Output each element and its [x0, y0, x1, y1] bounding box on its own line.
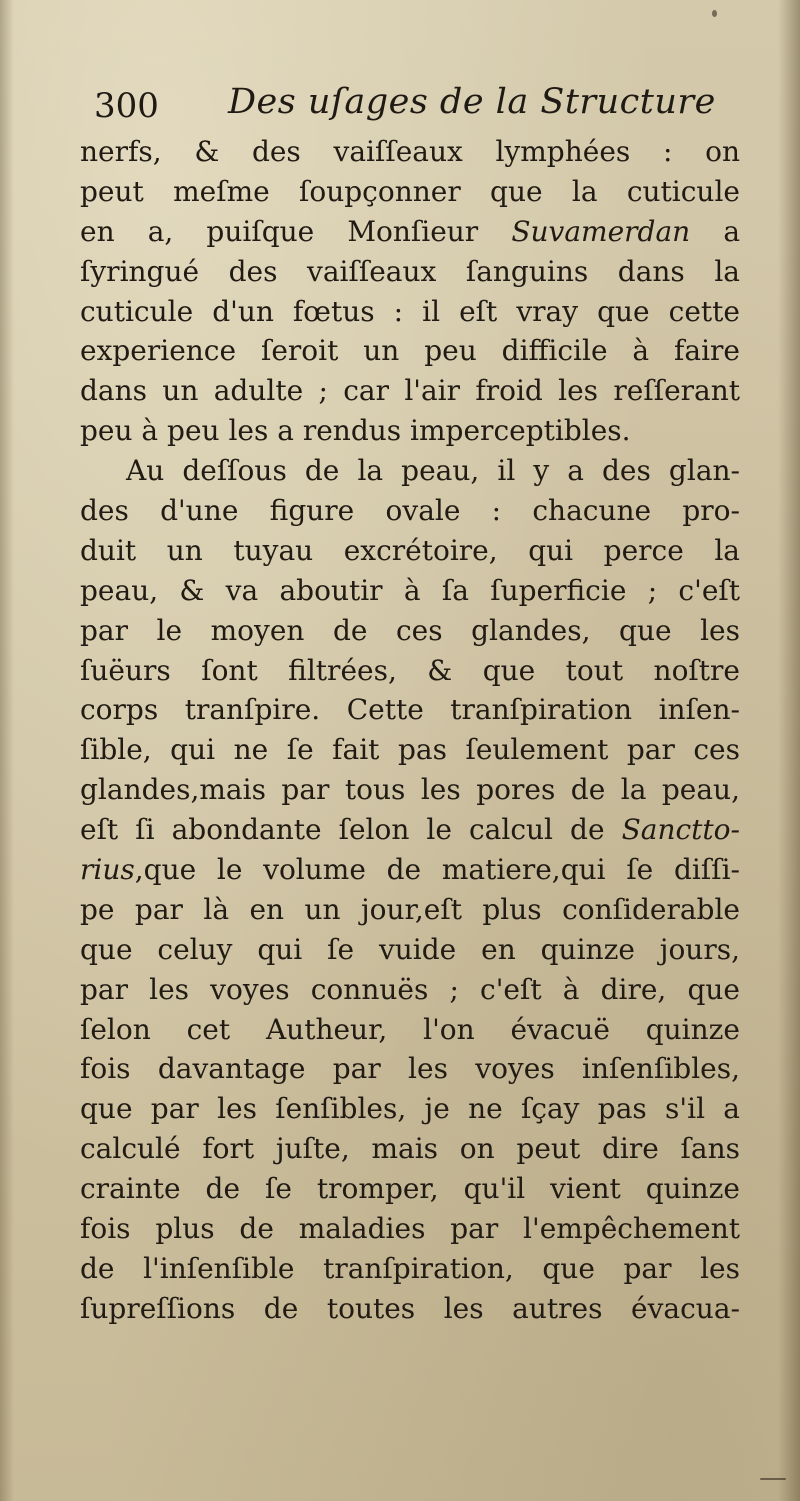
text-segment: que par les ſenſibles, je ne ſçay pas s'il a: [80, 1092, 740, 1126]
text-line: [80, 1049, 740, 1089]
text-line: [80, 770, 740, 810]
page-edge-shadow-right: [778, 0, 800, 1501]
italic-name: Suvamerdan: [511, 214, 691, 248]
text-line: [80, 730, 740, 770]
text-segment: que celuy qui ſe vuide en quinze jours,: [80, 932, 740, 966]
body-text: [80, 132, 740, 1329]
text-segment: par les voyes connuës ; c'eſt à dire, que: [80, 972, 740, 1006]
text-line: [80, 252, 740, 292]
ink-speck: [712, 10, 717, 17]
running-title: Des uſages de la Structure: [228, 82, 716, 122]
text-segment: peau, & va aboutir à ſa ſuperficie ; c'eſt: [80, 573, 740, 607]
text-line: [80, 1289, 740, 1329]
text-segment: ſyringué des vaiſſeaux ſanguins dans la: [80, 254, 740, 288]
page-edge-shadow-left: [0, 0, 14, 1501]
text-line: [80, 531, 740, 571]
text-segment: ſible, qui ne ſe fait pas ſeulement par ces: [80, 733, 740, 767]
text-line: [80, 451, 740, 491]
text-segment: corps tranſpire. Cette tranſpiration inſen-: [80, 693, 740, 727]
text-segment: ,que le volume de matiere,qui ſe diſſi-: [134, 853, 740, 887]
text-line: [80, 571, 740, 611]
text-line: [80, 491, 740, 531]
text-segment: peu à peu les a rendus imperceptibles.: [80, 414, 631, 448]
text-segment: eſt ſi abondante ſelon le calcul de: [80, 813, 622, 847]
text-segment: dans un adulte ; car l'air froid les reſſerant: [80, 374, 740, 408]
text-line: [80, 411, 740, 451]
text-segment: Au deſſous de la peau, il y a des glan-: [126, 454, 740, 488]
text-line: [80, 172, 740, 212]
text-line: [80, 1169, 740, 1209]
text-line: [80, 1129, 740, 1169]
text-segment: des d'une figure ovale : chacune pro-: [80, 494, 740, 528]
text-segment: par le moyen de ces glandes, que les: [80, 613, 740, 647]
text-line: [80, 331, 740, 371]
text-segment: peut meſme ſoupçonner que la cuticule: [80, 174, 740, 208]
text-segment: fois plus de maladies par l'empêchement: [80, 1212, 740, 1246]
ink-speck: [760, 1478, 786, 1480]
text-segment: glandes,mais par tous les pores de la peau,: [80, 773, 740, 807]
text-line: [80, 970, 740, 1010]
text-segment: cuticule d'un fœtus : il eſt vray que cette: [80, 294, 740, 328]
text-line: [80, 850, 740, 890]
text-line: [80, 930, 740, 970]
text-line: [80, 690, 740, 730]
text-segment: experience ſeroit un peu difficile à faire: [80, 334, 740, 368]
page-number: 300: [94, 86, 159, 126]
italic-name: rius: [80, 853, 135, 887]
text-segment: duit un tuyau excrétoire, qui perce la: [80, 533, 740, 567]
text-segment: ſupreſſions de toutes les autres évacua-: [80, 1291, 740, 1325]
italic-name: Sanctto-: [621, 813, 740, 847]
text-line: [80, 1089, 740, 1129]
page-header: [94, 82, 714, 130]
text-line: [80, 292, 740, 332]
text-segment: ſuëurs ſont filtrées, & que tout noſtre: [80, 653, 740, 687]
text-segment: de l'inſenſible tranſpiration, que par les: [80, 1251, 740, 1285]
text-line: [80, 890, 740, 930]
text-segment: a: [690, 214, 740, 248]
text-segment: crainte de ſe tromper, qu'il vient quinze: [80, 1172, 740, 1206]
text-segment: ſelon cet Autheur, l'on évacuë quinze: [80, 1012, 740, 1046]
text-segment: en a, puiſque Monſieur: [80, 214, 512, 248]
text-line: [80, 212, 740, 252]
text-segment: nerfs, & des vaiſſeaux lymphées : on: [80, 135, 740, 168]
text-line: [80, 132, 740, 172]
text-segment: calculé fort juſte, mais on peut dire ſans: [80, 1132, 740, 1166]
text-line: [80, 651, 740, 691]
text-line: [80, 1249, 740, 1289]
text-line: [80, 1209, 740, 1249]
text-line: [80, 371, 740, 411]
text-segment: pe par là en un jour,eſt plus conſiderable: [80, 892, 740, 926]
text-line: [80, 810, 740, 850]
text-line: [80, 611, 740, 651]
text-segment: fois davantage par les voyes inſenſibles,: [80, 1052, 740, 1086]
text-line: [80, 1010, 740, 1050]
